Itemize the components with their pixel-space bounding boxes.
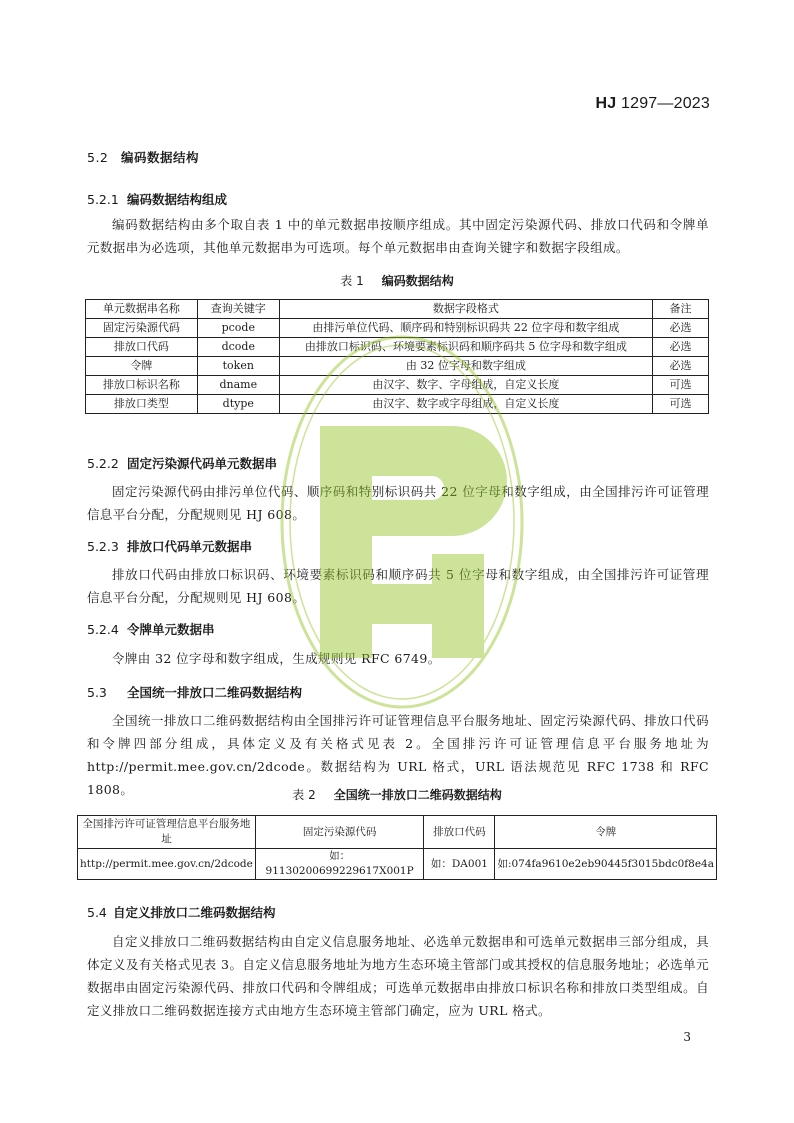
section-5-2-2-heading <box>87 454 277 472</box>
section-title: 令牌单元数据串 <box>127 622 215 637</box>
cell: 可选 <box>653 376 709 395</box>
section-number: 5.2.1 <box>87 192 119 207</box>
cell: pcode <box>197 319 279 338</box>
section-5-2-3-paragraph: 排放口代码由排放口标识码、环境要素标识码和顺序码共 5 位字母和数字组成，由全国排污许可证管理信息平台分配，分配规则见 HJ 608。 <box>87 567 709 605</box>
section-5-2-heading <box>87 148 199 166</box>
section-5-2-3-heading <box>87 537 252 555</box>
section-5-3-heading <box>87 683 302 701</box>
table-row <box>86 338 709 357</box>
section-title: 编码数据结构 <box>121 150 200 165</box>
section-5-2-1-heading <box>87 190 227 208</box>
cell: 必选 <box>653 319 709 338</box>
cell: 如：DA001 <box>424 849 495 880</box>
section-5-3-paragraph: 全国统一排放口二维码数据结构由全国排污许可证管理信息平台服务地址、固定污染源代码、排放口代码和令牌四部分组成，具体定义及有关格式见表 2。全国排污许可证管理信息平台服务地址为 http://permit.mee.gov.cn/2dcode。数据结构为 URL 格式，URL 语法规范见 RFC 1738 和 RFC 1808。 <box>87 713 709 797</box>
section-number: 5.3 <box>87 685 107 700</box>
section-5-4-paragraph: 自定义排放口二维码数据结构由自定义信息服务地址、必选单元数据串和可选单元数据串三部分组成，具体定义及有关格式见表 3。自定义信息服务地址为地方生态环境主管部门或其授权的信息服务地址；必选单元数据串由固定污染源代码、排放口代码和令牌组成；可选单元数据串由排放口标识名称和排放口类型组成。自定义排放口二维码数据连接方式由地方生态环境主管部门确定，应为 URL 格式。 <box>87 934 709 1018</box>
cell: 排放口代码 <box>86 338 198 357</box>
cell: dname <box>197 376 279 395</box>
cell: token <box>197 357 279 376</box>
section-5-2-4-heading <box>87 620 215 638</box>
header-cell: 单元数据串名称 <box>86 300 198 319</box>
cell: 由 32 位字母和数字组成 <box>279 357 652 376</box>
section-number: 5.2 <box>87 150 109 165</box>
table-row <box>86 395 709 414</box>
section-title: 全国统一排放口二维码数据结构 <box>127 685 303 700</box>
section-5-2-1-paragraph: 编码数据结构由多个取自表 1 中的单元数据串按顺序组成。其中固定污染源代码、排放口代码和令牌单元数据串为必选项，其他单元数据串为可选项。每个单元数据串由查询关键字和数据字段组成。 <box>87 217 709 255</box>
header-cell: 令牌 <box>495 816 717 849</box>
section-number: 5.2.4 <box>87 622 119 637</box>
cell: 如：91130200699229617X001P <box>255 849 423 880</box>
cell: 必选 <box>653 338 709 357</box>
header-cell: 查询关键字 <box>197 300 279 319</box>
header-cell: 固定污染源代码 <box>255 816 423 849</box>
cell: 由排污单位代码、顺序码和特别标识码共 22 位字母和数字组成 <box>279 319 652 338</box>
section-number: 5.2.3 <box>87 539 119 554</box>
cell: 由汉字、数字或字母组成，自定义长度 <box>279 395 652 414</box>
section-5-2-2-paragraph: 固定污染源代码由排污单位代码、顺序码和特别标识码共 22 位字母和数字组成，由全国排污许可证管理信息平台分配，分配规则见 HJ 608。 <box>87 484 709 522</box>
standard-prefix: HJ <box>595 95 617 112</box>
cell: 如:074fa9610e2eb90445f3015bdc0f8e4a <box>495 849 717 880</box>
section-title: 排放口代码单元数据串 <box>127 539 253 554</box>
table-title: 全国统一排放口二维码数据结构 <box>333 788 502 802</box>
cell: 可选 <box>653 395 709 414</box>
table-row <box>86 319 709 338</box>
cell: 固定污染源代码 <box>86 319 198 338</box>
table-number: 表 2 <box>292 788 316 802</box>
header-cell: 数据字段格式 <box>279 300 652 319</box>
cell: 由汉字、数字、字母组成，自定义长度 <box>279 376 652 395</box>
cell: 排放口类型 <box>86 395 198 414</box>
table-row <box>86 376 709 395</box>
cell: http://permit.mee.gov.cn/2dcode <box>78 849 256 880</box>
section-number: 5.2.2 <box>87 456 119 471</box>
section-number: 5.4 <box>87 905 107 920</box>
section-title: 固定污染源代码单元数据串 <box>127 456 278 471</box>
cell: dcode <box>197 338 279 357</box>
table-header-row <box>86 300 709 319</box>
table-number: 表 1 <box>340 274 364 288</box>
page-number: 3 <box>683 1030 691 1044</box>
cell: dtype <box>197 395 279 414</box>
standard-number: 1297—2023 <box>621 95 710 112</box>
table-2-caption <box>0 786 794 803</box>
table-1-caption <box>0 272 794 289</box>
table-2 <box>77 815 717 880</box>
table-title: 编码数据结构 <box>381 274 454 288</box>
cell: 排放口标识名称 <box>86 376 198 395</box>
table-1 <box>85 299 709 414</box>
table-header-row <box>78 816 717 849</box>
table-row <box>78 849 717 880</box>
table-row <box>86 357 709 376</box>
section-title: 编码数据结构组成 <box>127 192 228 207</box>
section-5-2-4-paragraph: 令牌由 32 位字母和数字组成，生成规则见 RFC 6749。 <box>112 651 441 666</box>
cell: 令牌 <box>86 357 198 376</box>
header-cell: 全国排污许可证管理信息平台服务地址 <box>78 816 256 849</box>
cell: 必选 <box>653 357 709 376</box>
header-cell: 备注 <box>653 300 709 319</box>
cell: 由排放口标识码、环境要素标识码和顺序码共 5 位字母和数字组成 <box>279 338 652 357</box>
header-cell: 排放口代码 <box>424 816 495 849</box>
section-5-4-heading <box>87 903 276 921</box>
standard-code <box>595 95 710 113</box>
section-title: 自定义排放口二维码数据结构 <box>113 905 276 920</box>
